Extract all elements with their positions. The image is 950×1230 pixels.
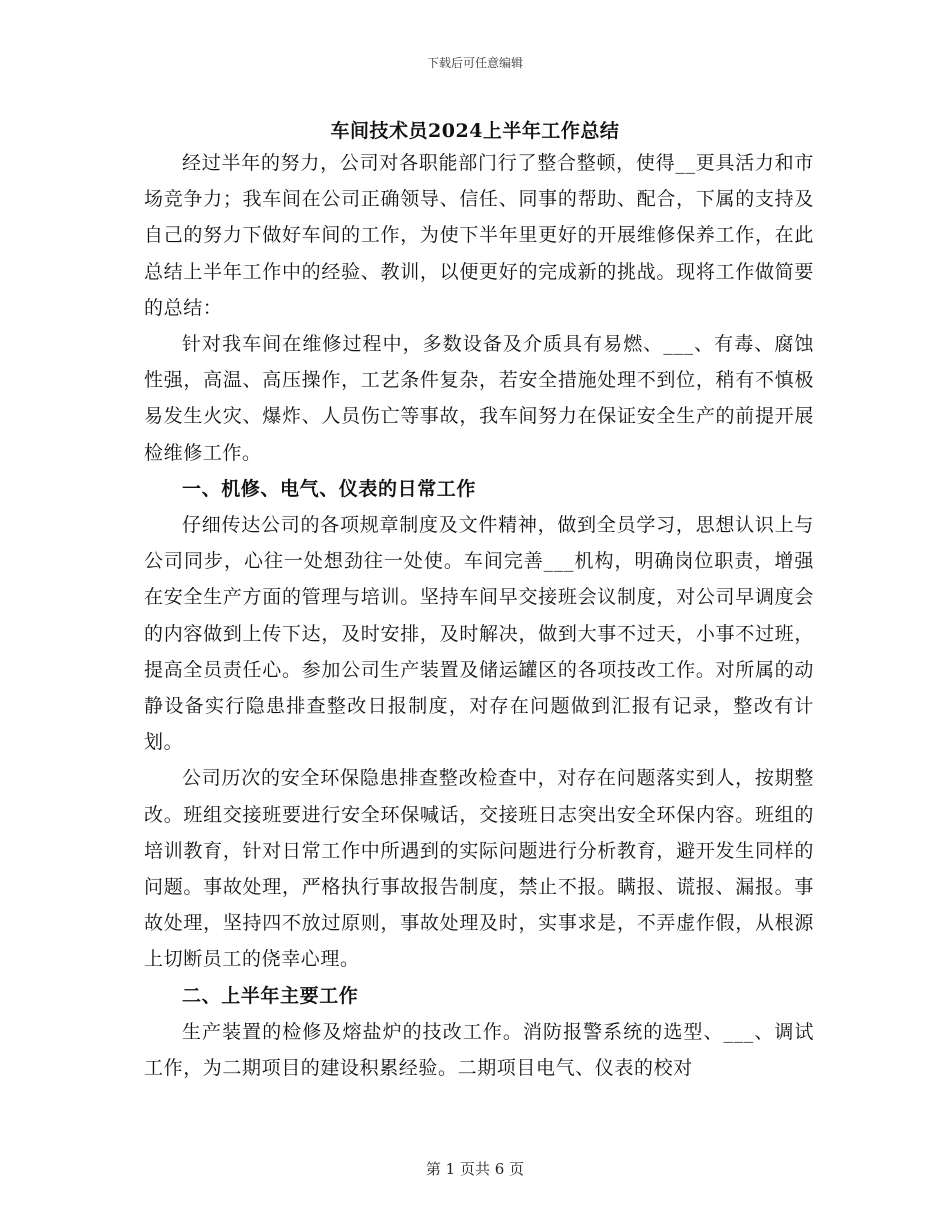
paragraph-main-work: 生产装置的检修及熔盐炉的技改工作。消防报警系统的选型、___、调试工作，为二期项目的建设积累经验。二期项目电气、仪表的校对: [144, 1020, 814, 1080]
page-number: 第 1 页共 6 页: [425, 1160, 525, 1178]
paragraph-hazard-inspection: 公司历次的安全环保隐患排查整改检查中，对存在问题落实到人，按期整改。班组交接班要进行安全环保喊话，交接班日志突出安全环保内容。班组的培训教育，针对日常工作中所遇到的实际问题进行分析教育，避开发生同样的问题。事故处理，严格执行事故报告制度，禁止不报。瞒报、谎报、漏报。事故处理，坚持四不放过原则，事故处理及时，实事求是，不弄虚作假，从根源上切断员工的侥幸心理。: [144, 767, 814, 971]
header-note: 下载后可任意编辑: [426, 56, 523, 70]
section-heading-main-work: 二、上半年主要工作: [182, 984, 359, 1007]
page-title: 车间技术员2024上半年工作总结: [330, 120, 620, 142]
paragraph-daily-work: 仔细传达公司的各项规章制度及文件精神，做到全员学习，思想认识上与公司同步，心往一处想劲往一处使。车间完善___机构，明确岗位职责，增强在安全生产方面的管理与培训。坚持车间早交接班会议制度，对公司早调度会的内容做到上传下达，及时安排，及时解决，做到大事不过天，小事不过班，提高全员责任心。参加公司生产装置及储运罐区的各项技改工作。对所属的动静设备实行隐患排查整改日报制度，对存在问题做到汇报有记录，整改有计划。: [144, 514, 814, 754]
section-heading-daily-work: 一、机修、电气、仪表的日常工作: [182, 477, 477, 500]
paragraph-intro: 经过半年的努力，公司对各职能部门行了整合整顿，使得__更具活力和市场竞争力；我车间在公司正确领导、信任、同事的帮助、配合，下属的支持及自己的努力下做好车间的工作，为使下半年里更好的开展维修保养工作，在此总结上半年工作中的经验、教训，以便更好的完成新的挑战。现将工作做简要的总结：: [144, 152, 814, 319]
paragraph-safety-risks: 针对我车间在维修过程中，多数设备及介质具有易燃、___、有毒、腐蚀性强，高温、高压操作，工艺条件复杂，若安全措施处理不到位，稍有不慎极易发生火灾、爆炸、人员伤亡等事故，我车间努力在保证安全生产的前提开展检维修工作。: [144, 333, 814, 464]
document-body: [144, 145, 814, 1086]
